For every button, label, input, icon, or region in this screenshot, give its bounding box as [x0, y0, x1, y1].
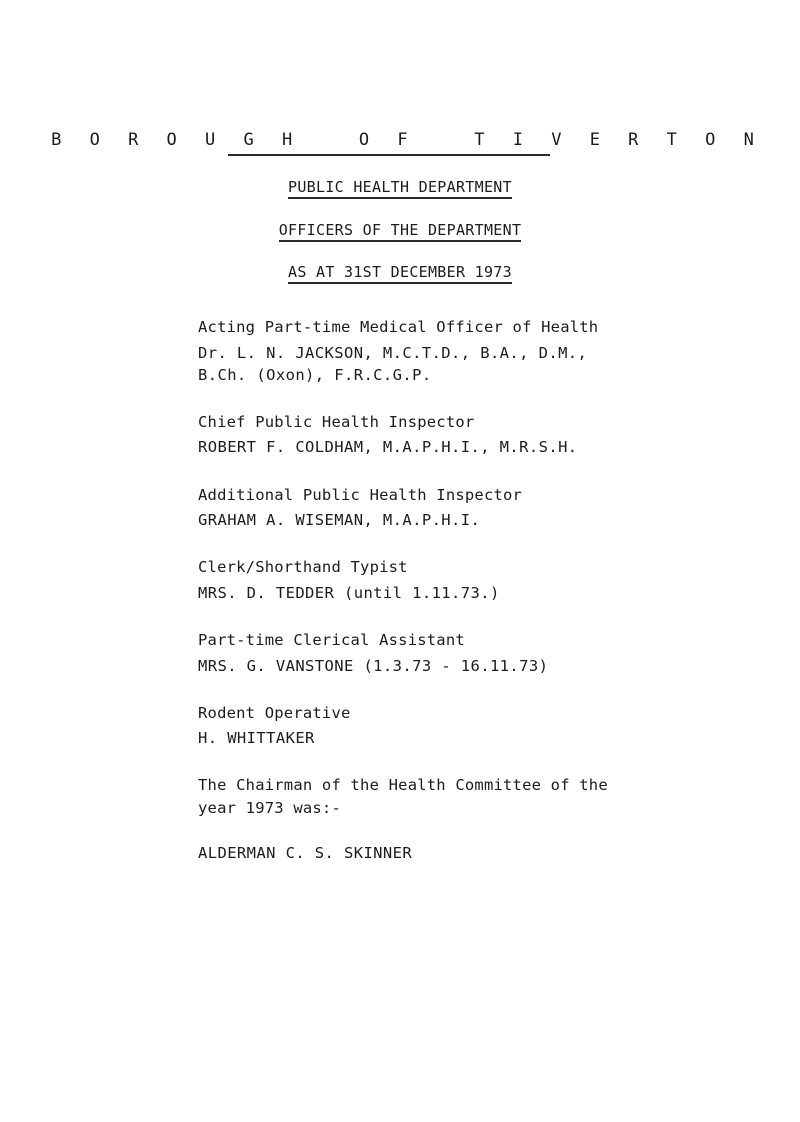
- date-heading-text: AS AT 31ST DECEMBER 1973: [288, 263, 512, 284]
- officer-role: Clerk/Shorthand Typist: [198, 558, 408, 576]
- rodent-name: H. WHITTAKER: [198, 729, 315, 747]
- borough-title-underline: [228, 154, 550, 156]
- officer-name: MRS. G. VANSTONE (1.3.73 - 16.11.73): [198, 657, 549, 675]
- officer-name: ROBERT F. COLDHAM, M.A.P.H.I., M.R.S.H.: [198, 438, 578, 456]
- chairman-statement-line: year 1973 was:-: [198, 799, 341, 817]
- section-heading: [0, 221, 800, 242]
- officer-role: Acting Part-time Medical Officer of Health: [198, 318, 599, 336]
- officer-name: MRS. D. TEDDER (until 1.11.73.): [198, 584, 500, 602]
- officer-role: Additional Public Health Inspector: [198, 486, 523, 504]
- section-heading-text: OFFICERS OF THE DEPARTMENT: [279, 221, 522, 242]
- department-heading-text: PUBLIC HEALTH DEPARTMENT: [288, 178, 512, 199]
- officer-role: Part-time Clerical Assistant: [198, 631, 465, 649]
- borough-title: B O R O U G H O F T I V E R T O N: [51, 130, 763, 150]
- officer-role: Chief Public Health Inspector: [198, 413, 475, 431]
- department-heading: [0, 178, 800, 199]
- rodent-role: Rodent Operative: [198, 704, 351, 722]
- officer-name: GRAHAM A. WISEMAN, M.A.P.H.I.: [198, 511, 481, 529]
- date-heading: [0, 263, 800, 284]
- officer-name: B.Ch. (Oxon), F.R.C.G.P.: [198, 366, 432, 384]
- officer-name: Dr. L. N. JACKSON, M.C.T.D., B.A., D.M.,: [198, 344, 588, 362]
- chairman-statement-line: The Chairman of the Health Committee of the: [198, 776, 608, 794]
- chairman-name: ALDERMAN C. S. SKINNER: [198, 844, 413, 862]
